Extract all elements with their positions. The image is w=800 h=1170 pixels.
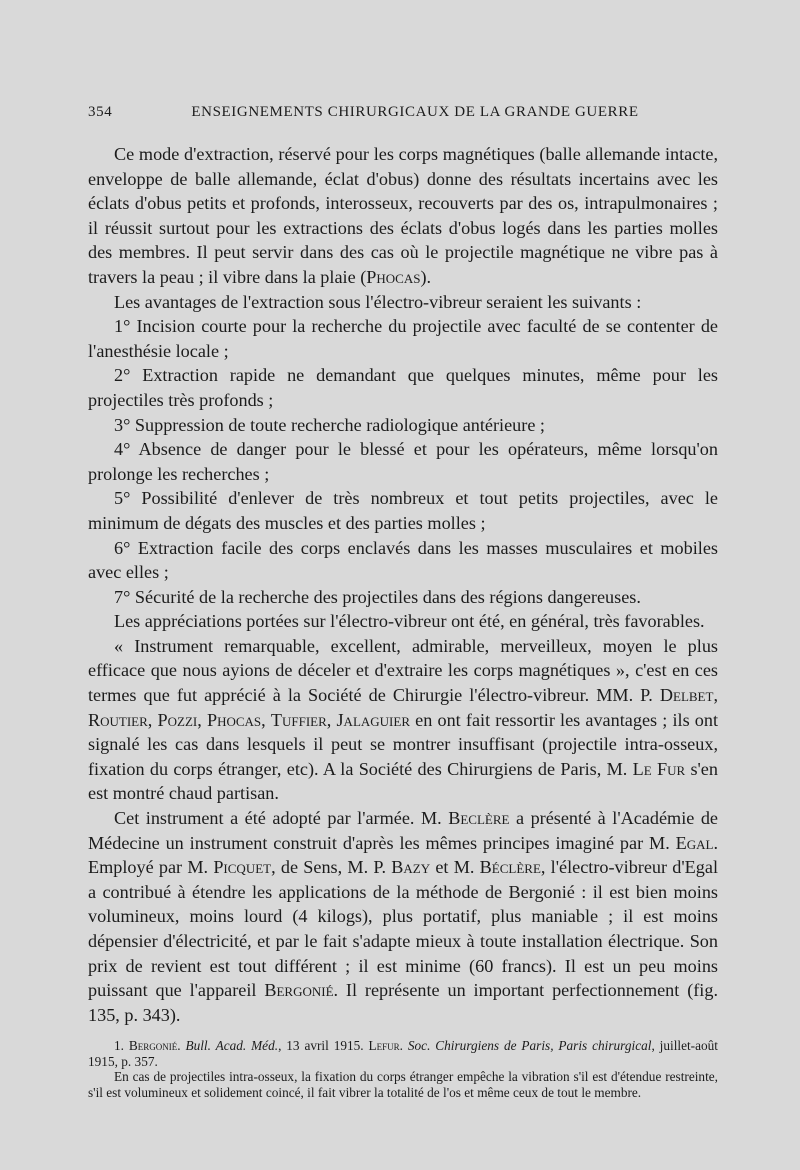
list-item: 6° Extraction facile des corps enclavés dans les masses musculaires et mobiles avec elles ; — [88, 537, 718, 583]
author-name: Jalaguier — [336, 709, 410, 730]
author-name: Bergonié — [264, 980, 334, 1001]
footnote-2: En cas de projectiles intra-osseux, la fixation du corps étranger empêche la vibration s'il est d'étendue restreinte, s'il est volumineux et solidement coincé, il fait vibrer la totalité de l'os et même ceux de tout le membre. — [88, 1069, 718, 1100]
footnote-1: 1. Bergonié. Bull. Acad. Méd., 13 avril 1915. Lefur. Soc. Chirurgiens de Paris, Paris chirurgical, juillet-août 1915, p. 357. — [88, 1038, 719, 1069]
paragraph-electro-vibreur-usage: Ce mode d'extraction, réservé pour les corps magnétiques (balle allemande intacte, enveloppe de balle allemande, éclat d'obus) donne des résultats incertains avec les éclats d'obus petits et profonds, interosseux, recouverts par des os, intrapulmonaires ; il réussit surtout pour les extractions des éclats d'obus logés dans les parties molles des membres. Il peut servir dans des cas où le projectile magnétique ne vibre pas à travers la peau ; il vibre dans la plaie (Phocas). — [88, 144, 718, 287]
author-name: Lefur — [368, 1038, 400, 1053]
author-name: Phocas — [366, 266, 421, 287]
list-item: 7° Sécurité de la recherche des projectiles dans des régions dangereuses. — [114, 586, 641, 607]
paragraph-adoption: Cet instrument a été adopté par l'armée. M. Beclère a présenté à l'Académie de Médecine un instrument construit d'après les mêmes principes imaginé par M. Egal. Employé par M. Picquet, de Sens, M. P. Bazy et M. Béclère, l'électro-vibreur d'Egal a contribué à étendre les applications de la méthode de Bergonié : il est bien moins volumineux, moins lourd (4 kilogs), plus portatif, plus maniable ; il est moins dépensier d'électricité, et par le fait s'adapte mieux à toute installation électrique. Son prix de revient est tout différent ; il est minime (60 francs). Il est un peu moins puissant que l'appareil Bergonié. Il représente un important perfectionnement (fig. 135, p. 343). — [88, 808, 719, 1025]
author-name: Delbet — [659, 685, 714, 706]
list-item: 2° Extraction rapide ne demandant que quelques minutes, même pour les projectiles très profonds ; — [88, 365, 718, 410]
paragraph-appreciations: Les appréciations portées sur l'électro-vibreur ont été, en général, très favorables. — [114, 611, 705, 632]
author-name: Bergonié — [128, 1038, 178, 1053]
list-item: 4° Absence de danger pour le blessé et pour les opérateurs, même lorsqu'on prolonge les recherches ; — [88, 439, 718, 484]
journal-title: Bull. Acad. Méd. — [185, 1038, 279, 1053]
author-name: Béclère — [479, 857, 541, 878]
author-name: Phocas — [206, 709, 262, 730]
author-name: Pozzi — [157, 709, 198, 730]
list-item: 3° Suppression de toute recherche radiologique antérieure ; — [114, 414, 545, 435]
page-number: 354 — [88, 104, 113, 120]
author-name: Bazy — [391, 857, 431, 878]
footnotes — [88, 1038, 718, 1100]
author-name: Picquet — [213, 857, 272, 878]
running-title: ENSEIGNEMENTS CHIRURGICAUX DE LA GRANDE GUERRE — [191, 104, 639, 120]
paragraph-advantages-intro: Les avantages de l'extraction sous l'électro-vibreur seraient les suivants : — [114, 291, 642, 312]
list-item: 1° Incision courte pour la recherche du projectile avec faculté de se contenter de l'anesthésie locale ; — [88, 316, 718, 361]
page-header — [88, 104, 712, 126]
body-text — [88, 142, 718, 1027]
author-name: Tuffier — [270, 709, 327, 730]
author-name: Le Fur — [632, 758, 686, 779]
author-name: Egal — [675, 832, 714, 853]
list-item: 5° Possibilité d'enlever de très nombreux et tout petits projectiles, avec le minimum de dégats des muscles et des parties molles ; — [88, 488, 718, 533]
author-name: Beclère — [448, 808, 510, 829]
journal-title: Soc. Chirurgiens de Paris, Paris chirurgical — [407, 1038, 652, 1053]
author-name: Routier — [88, 709, 148, 730]
paragraph-quote: « Instrument remarquable, excellent, admirable, merveilleux, moyen le plus efficace que nous ayions de déceler et d'extraire les corps magnétiques », c'est en ces termes que fut apprécié à la Société de Chirurgie l'électro-vibreur. MM. P. Delbet, Routier, Pozzi, Phocas, Tuffier, Jalaguier en ont fait ressortir les avantages ; ils ont signalé les cas dans lesquels il peut se montrer insuffisant (projectile intra-osseux, fixation du corps étranger, etc). A la Société des Chirurgiens de Paris, M. Le Fur s'en est montré chaud partisan. — [88, 635, 719, 804]
